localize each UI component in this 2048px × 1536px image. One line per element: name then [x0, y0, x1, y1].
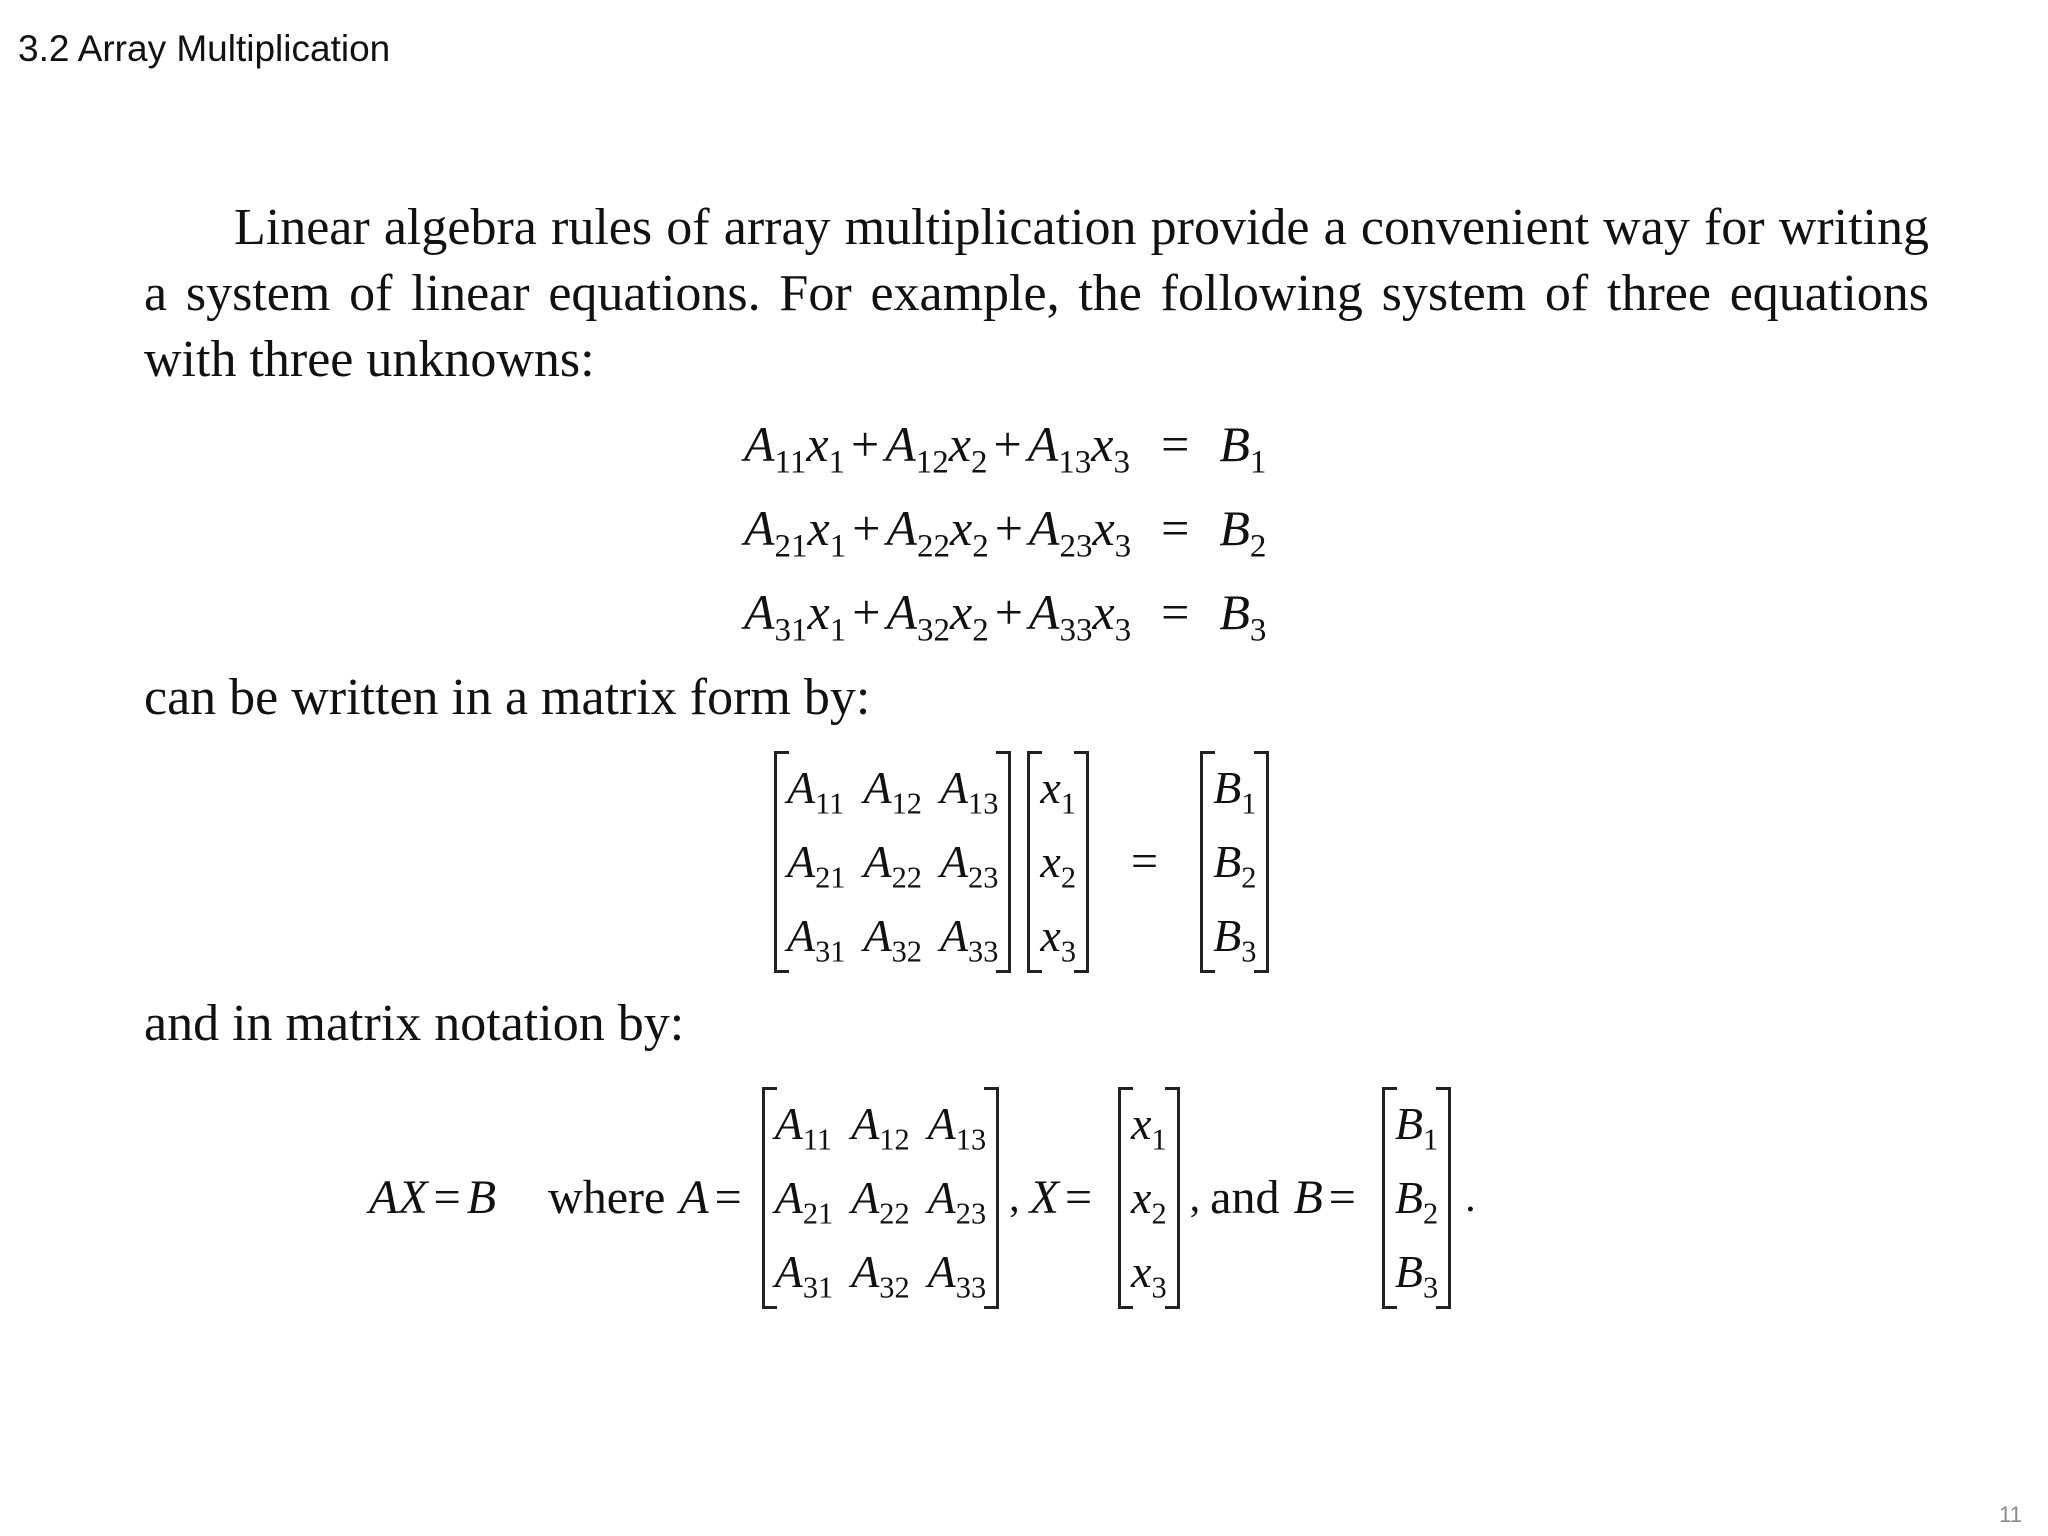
matrix-a-label: A [679, 1171, 709, 1224]
coefficient-base: A [886, 584, 917, 640]
plus-sign: + [993, 416, 1022, 472]
matrix-cell-base: A [939, 762, 969, 813]
matrix-cell [787, 751, 845, 825]
unknown [1091, 416, 1130, 481]
matrix-x-label: X [1029, 1171, 1059, 1224]
vector-cell-base: B [1394, 1172, 1423, 1223]
coefficient-matrix [774, 751, 1011, 973]
plus-sign: + [851, 416, 880, 472]
matrix-form-text: can be written in a matrix form by: [144, 669, 871, 726]
equals-sign: = [1161, 416, 1190, 472]
matrix-cell-sub: 13 [968, 786, 999, 821]
plus-sign: + [994, 584, 1023, 640]
unknown-base: x [1091, 416, 1114, 472]
unknowns-vector [1027, 751, 1089, 973]
coefficient-sub: 31 [774, 612, 808, 649]
coefficient-sub: 13 [1058, 444, 1092, 481]
matrix-cell-base: A [863, 762, 892, 813]
constant-sub: 3 [1249, 612, 1267, 649]
intro-paragraph: Linear algebra rules of array multiplication provide a convenient way for writing a system of linear equations. For example, the following system of three equations with three unknowns: [144, 199, 1929, 388]
vector-cell-base: B [1394, 1246, 1423, 1297]
constant-sub: 2 [1249, 528, 1267, 565]
unknown [948, 416, 988, 481]
unknown-sub: 3 [1113, 444, 1130, 481]
matrix-cell [787, 825, 845, 899]
matrix-cell [851, 1161, 909, 1235]
vector-cell [1213, 751, 1256, 825]
coefficient-base: A [744, 416, 775, 472]
matrix-cell [851, 1087, 909, 1161]
matrix-cell-sub: 32 [891, 934, 922, 969]
matrix-cell [940, 825, 998, 899]
unknown-base: x [807, 500, 830, 556]
unknown-sub: 1 [829, 612, 847, 649]
unknown-base: x [948, 416, 971, 472]
matrix-cell-base: A [927, 1246, 956, 1297]
coefficient [744, 500, 808, 565]
plus-sign: + [994, 500, 1023, 556]
matrix-cell-sub: 21 [815, 860, 846, 895]
slide-title: 3.2 Array Multiplication [18, 28, 391, 69]
slide-body [144, 195, 1929, 1309]
unknown [807, 500, 847, 565]
notation-lhs: AX [369, 1171, 428, 1224]
matrix-cell [787, 899, 845, 973]
matrix-cell [928, 1235, 986, 1309]
matrix-cell [775, 1161, 833, 1235]
vector-cell-base: x [1131, 1098, 1152, 1149]
matrix-notation [369, 1087, 1929, 1309]
matrix-cell-sub: 33 [968, 934, 999, 969]
vector-cell [1395, 1087, 1438, 1161]
coefficient-base: A [886, 500, 917, 556]
vector-cell-sub: 1 [1151, 1122, 1167, 1157]
matrix-cell-sub: 12 [879, 1122, 910, 1157]
vector-cell-base: x [1040, 762, 1061, 813]
matrix-b-equals: = [1328, 1171, 1356, 1224]
matrix-cell [775, 1087, 833, 1161]
unknown [950, 584, 989, 649]
coefficient-sub: 12 [915, 444, 949, 481]
matrix-cell [863, 825, 921, 899]
equation-lhs [744, 409, 1131, 479]
unknown [807, 584, 847, 649]
equals-sign: = [1161, 500, 1190, 556]
vector-cell-base: B [1213, 836, 1242, 887]
unknown [1092, 584, 1132, 649]
equation-system [744, 409, 1266, 647]
vector-cell-base: x [1131, 1246, 1152, 1297]
notation-rhs: B [466, 1171, 497, 1224]
matrix-a [762, 1087, 999, 1309]
vector-cell [1040, 899, 1076, 973]
matrix-cell [940, 899, 998, 973]
vector-cell [1395, 1161, 1438, 1235]
coefficient-sub: 33 [1059, 612, 1093, 649]
vector-cell-base: x [1040, 836, 1061, 887]
vector-cell-base: x [1131, 1172, 1152, 1223]
equation-lhs [744, 577, 1131, 647]
matrix-x-equals: = [1064, 1171, 1093, 1224]
constant-base: B [1219, 500, 1250, 556]
vector-cell-sub: 2 [1241, 860, 1257, 895]
unknown-base: x [1092, 584, 1115, 640]
matrix-a-equals: = [714, 1171, 742, 1224]
vector-cell-base: B [1394, 1098, 1423, 1149]
vector-cell-sub: 3 [1060, 934, 1077, 969]
vector-cell-sub: 3 [1241, 934, 1257, 969]
coefficient [744, 416, 807, 481]
matrix-cell-sub: 31 [815, 934, 846, 969]
unknown-sub: 3 [1114, 612, 1132, 649]
matrix-cell-base: A [787, 836, 816, 887]
comma-1: , [1009, 1175, 1020, 1221]
equals-sign: = [1131, 835, 1159, 888]
matrix-cell-sub: 13 [955, 1122, 987, 1157]
unknown [1092, 500, 1132, 565]
matrix-cell [863, 899, 921, 973]
comma-2: , [1189, 1175, 1201, 1221]
matrix-x [1118, 1087, 1180, 1309]
page-number: 11 [1999, 1502, 2022, 1527]
matrix-cell-base: A [927, 1098, 956, 1149]
vector-cell-sub: 2 [1060, 860, 1077, 895]
vector-cell-sub: 1 [1241, 786, 1257, 821]
constant-base: B [1219, 584, 1250, 640]
matrix-cell [863, 751, 921, 825]
vector-cell [1040, 751, 1076, 825]
coefficient [1028, 500, 1093, 565]
unknown-sub: 2 [970, 444, 988, 481]
plus-sign: + [852, 500, 881, 556]
coefficient-sub: 22 [917, 528, 950, 565]
coefficient [886, 500, 950, 565]
matrix-equation [774, 751, 1929, 973]
coefficient-base: A [1027, 416, 1059, 472]
coefficient [1027, 416, 1092, 481]
matrix-cell-sub: 32 [879, 1270, 910, 1305]
constant-sub: 1 [1249, 444, 1267, 481]
coefficient-base: A [885, 416, 916, 472]
unknown [950, 500, 989, 565]
matrix-cell-base: A [851, 1098, 880, 1149]
coefficient [1028, 584, 1093, 649]
matrix-cell-base: A [851, 1172, 880, 1223]
coefficient [744, 584, 808, 649]
matrix-cell-base: A [774, 1172, 803, 1223]
vector-cell [1040, 825, 1076, 899]
coefficient-base: A [744, 500, 775, 556]
matrix-cell-sub: 31 [802, 1270, 834, 1305]
coefficient-base: A [1028, 584, 1060, 640]
matrix-cell-sub: 11 [802, 1122, 833, 1157]
matrix-cell-base: A [863, 836, 892, 887]
matrix-cell-base: A [863, 910, 892, 961]
period: . [1465, 1175, 1476, 1221]
coefficient-base: A [1028, 500, 1060, 556]
unknown-base: x [1092, 500, 1115, 556]
vector-cell-sub: 2 [1151, 1196, 1167, 1231]
matrix-cell-base: A [774, 1098, 803, 1149]
vector-cell [1131, 1087, 1167, 1161]
notation-text: and in matrix notation by: [144, 995, 685, 1052]
vector-cell [1395, 1235, 1438, 1309]
matrix-cell [940, 751, 998, 825]
coefficient-base: A [744, 584, 775, 640]
matrix-cell-sub: 12 [891, 786, 922, 821]
plus-sign: + [852, 584, 881, 640]
vector-cell [1131, 1161, 1167, 1235]
coefficient [886, 584, 950, 649]
constant [1219, 409, 1266, 479]
matrix-cell-base: A [939, 836, 969, 887]
vector-cell-base: x [1040, 910, 1061, 961]
coefficient-sub: 32 [917, 612, 950, 649]
matrix-cell [928, 1087, 986, 1161]
matrix-cell [851, 1235, 909, 1309]
vector-cell-sub: 3 [1422, 1270, 1439, 1305]
matrix-cell-sub: 22 [879, 1196, 910, 1231]
coefficient [885, 416, 949, 481]
matrix-cell-base: A [851, 1246, 880, 1297]
vector-cell-base: B [1213, 910, 1242, 961]
matrix-cell-sub: 11 [815, 786, 845, 821]
coefficient-sub: 21 [774, 528, 808, 565]
matrix-cell [928, 1161, 986, 1235]
matrix-cell-base: A [927, 1172, 956, 1223]
matrix-b [1382, 1087, 1451, 1309]
coefficient-sub: 23 [1059, 528, 1093, 565]
matrix-cell-sub: 21 [802, 1196, 834, 1231]
matrix-cell [775, 1235, 833, 1309]
vector-cell [1213, 825, 1256, 899]
matrix-cell-sub: 33 [955, 1270, 987, 1305]
and-word: and [1210, 1171, 1280, 1224]
where-word: where [548, 1171, 666, 1224]
constant [1219, 577, 1266, 647]
matrix-cell-base: A [787, 910, 816, 961]
unknown-base: x [950, 500, 973, 556]
matrix-b-label: B [1293, 1171, 1323, 1224]
vector-cell-sub: 1 [1422, 1122, 1439, 1157]
matrix-cell-sub: 23 [955, 1196, 987, 1231]
vector-cell-base: B [1213, 762, 1242, 813]
matrix-cell-sub: 23 [968, 860, 999, 895]
matrix-cell-base: A [939, 910, 969, 961]
unknown-sub: 1 [828, 444, 846, 481]
constant [1219, 493, 1266, 563]
constant-base: B [1219, 416, 1250, 472]
unknown-sub: 2 [972, 612, 989, 649]
matrix-cell-sub: 22 [891, 860, 922, 895]
unknown [806, 416, 846, 481]
unknown-sub: 1 [829, 528, 847, 565]
vector-cell [1213, 899, 1256, 973]
unknown-base: x [950, 584, 973, 640]
notation-equals: = [433, 1171, 461, 1224]
unknown-base: x [806, 416, 829, 472]
constants-vector [1200, 751, 1269, 973]
unknown-base: x [807, 584, 830, 640]
vector-cell-sub: 3 [1151, 1270, 1167, 1305]
coefficient-sub: 11 [774, 444, 807, 481]
unknown-sub: 2 [972, 528, 989, 565]
unknown-sub: 3 [1114, 528, 1132, 565]
vector-cell-sub: 1 [1060, 786, 1077, 821]
vector-cell [1131, 1235, 1167, 1309]
vector-cell-sub: 2 [1422, 1196, 1439, 1231]
matrix-cell-base: A [774, 1246, 803, 1297]
equation-lhs [744, 493, 1131, 563]
matrix-cell-base: A [787, 762, 816, 813]
equals-sign: = [1161, 584, 1190, 640]
